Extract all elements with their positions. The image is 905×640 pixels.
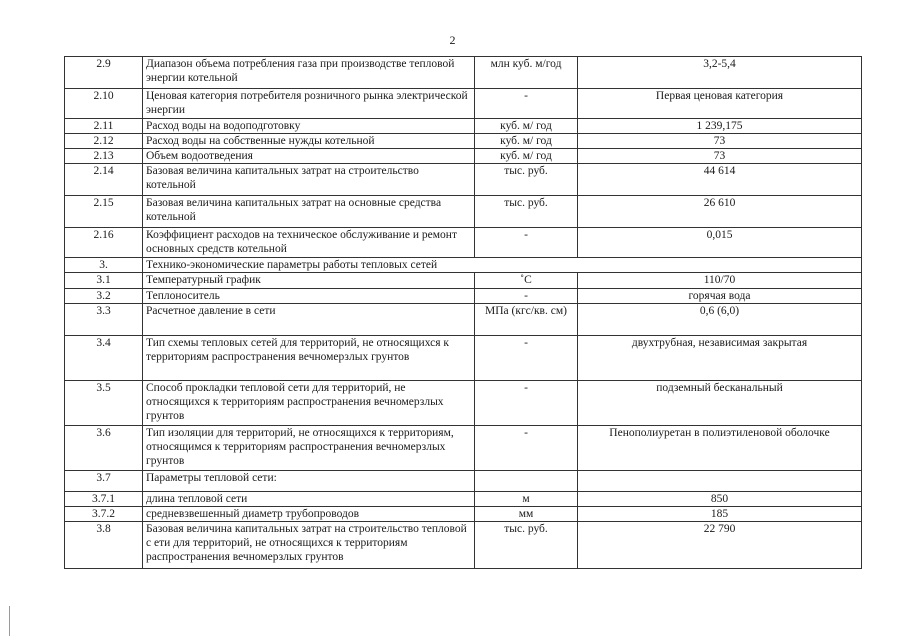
value: 22 790: [578, 522, 862, 569]
value: двухтрубная, независимая закрытая: [578, 336, 862, 381]
unit: -: [475, 89, 578, 119]
table-row-section: [65, 258, 862, 273]
table-row: [65, 289, 862, 304]
table-row: [65, 89, 862, 119]
table-row: [65, 381, 862, 426]
parameter-name: Теплоноситель: [143, 289, 475, 304]
parameter-name: длина тепловой сети: [143, 492, 475, 507]
table-row: [65, 119, 862, 134]
parameter-name: Коэффициент расходов на техническое обслуживание и ремонт основных средств котельной: [143, 228, 475, 258]
value: 3,2-5,4: [578, 57, 862, 89]
value: 26 610: [578, 196, 862, 228]
unit: -: [475, 228, 578, 258]
table-row: [65, 426, 862, 471]
row-number: 2.15: [65, 196, 143, 228]
row-number: 3.7.2: [65, 507, 143, 522]
unit: м: [475, 492, 578, 507]
unit: [475, 471, 578, 492]
value: 1 239,175: [578, 119, 862, 134]
unit: -: [475, 426, 578, 471]
row-number: 3.7.1: [65, 492, 143, 507]
unit: мм: [475, 507, 578, 522]
parameter-name: Расход воды на собственные нужды котельной: [143, 134, 475, 149]
parameters-table: [64, 56, 862, 569]
value: 73: [578, 134, 862, 149]
row-number: 3.5: [65, 381, 143, 426]
table-row: [65, 471, 862, 492]
row-number: 3.: [65, 258, 143, 273]
unit: ˚С: [475, 273, 578, 289]
value: 0,015: [578, 228, 862, 258]
parameter-name: Базовая величина капитальных затрат на строительство тепловой с ети для территорий, не относящихся к территориям распространения вечномерзлых грунтов: [143, 522, 475, 569]
table-row: [65, 164, 862, 196]
unit: -: [475, 381, 578, 426]
unit: -: [475, 289, 578, 304]
table-row: [65, 196, 862, 228]
table-row: [65, 336, 862, 381]
value: Пенополиуретан в полиэтиленовой оболочке: [578, 426, 862, 471]
parameter-name: Температурный график: [143, 273, 475, 289]
parameter-name: Базовая величина капитальных затрат на основные средства котельной: [143, 196, 475, 228]
unit: МПа (кгс/кв. см): [475, 304, 578, 336]
value: 44 614: [578, 164, 862, 196]
table-row: [65, 522, 862, 569]
unit: куб. м/ год: [475, 134, 578, 149]
value: 185: [578, 507, 862, 522]
row-number: 3.1: [65, 273, 143, 289]
unit: куб. м/ год: [475, 149, 578, 164]
page-number: 2: [449, 33, 456, 47]
row-number: 3.2: [65, 289, 143, 304]
parameter-name: Базовая величина капитальных затрат на строительство котельной: [143, 164, 475, 196]
table-row: [65, 228, 862, 258]
table-row: [65, 134, 862, 149]
row-number: 2.10: [65, 89, 143, 119]
parameter-name: Ценовая категория потребителя розничного рынка электрической энергии: [143, 89, 475, 119]
row-number: 2.14: [65, 164, 143, 196]
row-number: 2.12: [65, 134, 143, 149]
parameter-name: Объем водоотведения: [143, 149, 475, 164]
parameter-name: Тип схемы тепловых сетей для территорий, не относящихся к территориям распространения вечномерзлых грунтов: [143, 336, 475, 381]
value: подземный бесканальный: [578, 381, 862, 426]
value: 0,6 (6,0): [578, 304, 862, 336]
row-number: 2.13: [65, 149, 143, 164]
row-number: 3.4: [65, 336, 143, 381]
parameter-name: Расход воды на водоподготовку: [143, 119, 475, 134]
table-row: [65, 492, 862, 507]
value: [578, 471, 862, 492]
value: 110/70: [578, 273, 862, 289]
unit: -: [475, 336, 578, 381]
table-row: [65, 149, 862, 164]
unit: куб. м/ год: [475, 119, 578, 134]
row-number: 2.16: [65, 228, 143, 258]
row-number: 3.3: [65, 304, 143, 336]
parameter-name: Способ прокладки тепловой сети для территорий, не относящихся к территориям распространения вечномерзлых грунтов: [143, 381, 475, 426]
unit: тыс. руб.: [475, 196, 578, 228]
value: 73: [578, 149, 862, 164]
parameter-name: Параметры тепловой сети:: [143, 471, 475, 492]
section-title: Технико-экономические параметры работы тепловых сетей: [143, 258, 862, 273]
table-row: [65, 507, 862, 522]
table-row: [65, 304, 862, 336]
unit: тыс. руб.: [475, 164, 578, 196]
parameter-name: Расчетное давление в сети: [143, 304, 475, 336]
row-number: 3.6: [65, 426, 143, 471]
table-row: [65, 273, 862, 289]
scan-edge-mark: [9, 606, 10, 636]
value: 850: [578, 492, 862, 507]
parameter-name: средневзвешенный диаметр трубопроводов: [143, 507, 475, 522]
row-number: 2.11: [65, 119, 143, 134]
table-row: [65, 57, 862, 89]
unit: млн куб. м/год: [475, 57, 578, 89]
parameter-name: Тип изоляции для территорий, не относящихся к территориям, относящимся к территориям распространения вечномерзлых грунтов: [143, 426, 475, 471]
row-number: 3.7: [65, 471, 143, 492]
row-number: 3.8: [65, 522, 143, 569]
value: горячая вода: [578, 289, 862, 304]
row-number: 2.9: [65, 57, 143, 89]
unit: тыс. руб.: [475, 522, 578, 569]
value: Первая ценовая категория: [578, 89, 862, 119]
parameter-name: Диапазон объема потребления газа при производстве тепловой энергии котельной: [143, 57, 475, 89]
